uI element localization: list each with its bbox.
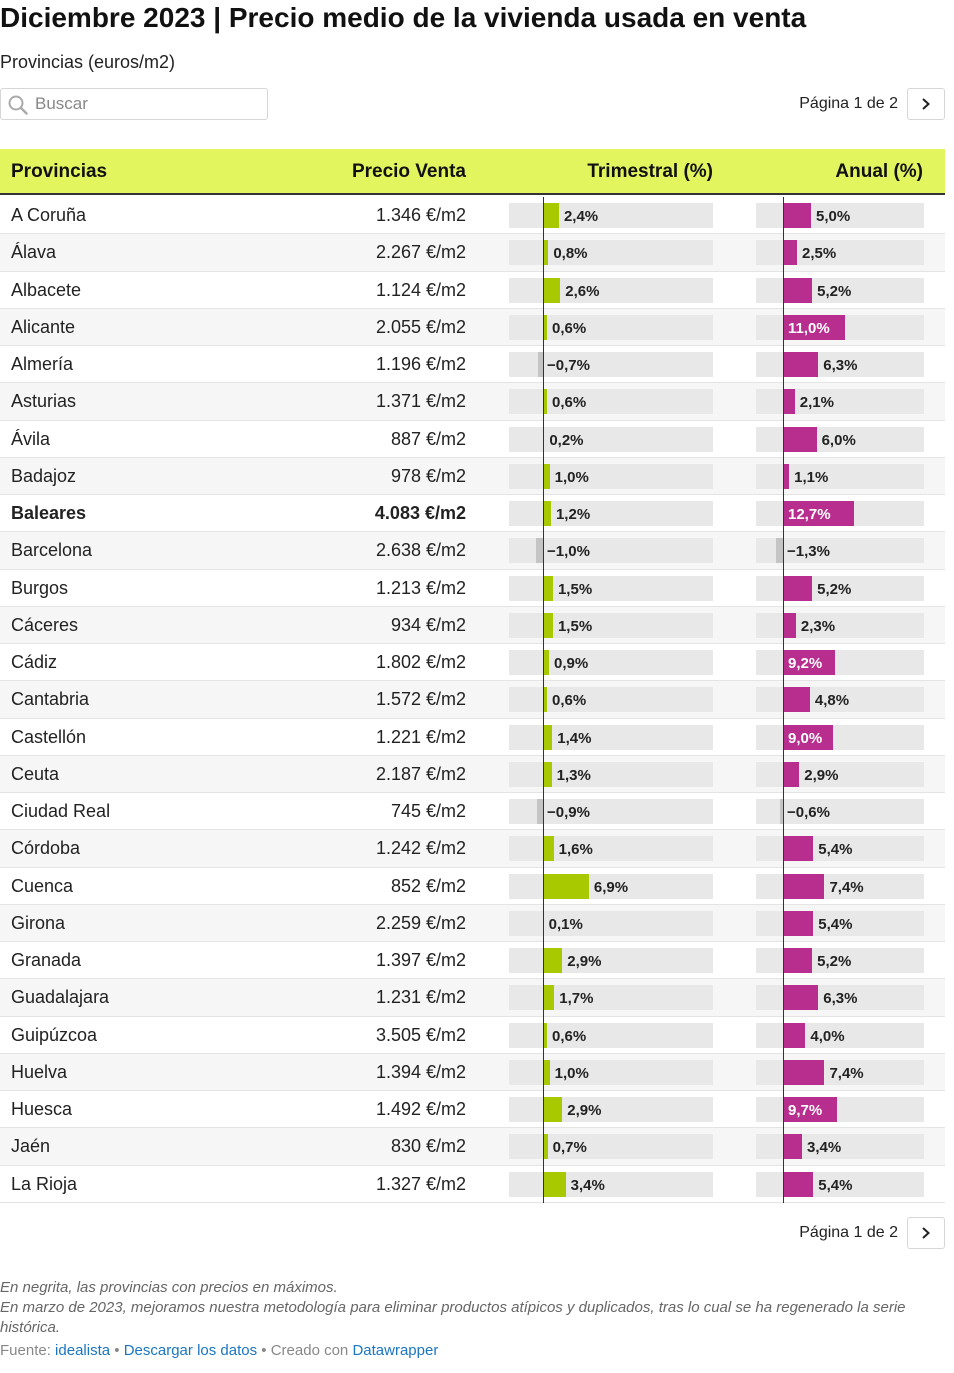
source-link[interactable]: idealista	[55, 1342, 111, 1359]
quarterly-value-label: 1,3%	[556, 766, 591, 784]
download-data-link[interactable]: Descargar los datos	[123, 1342, 258, 1359]
quarterly-value-label: 0,1%	[548, 915, 583, 933]
annual-value-label: 2,1%	[799, 394, 834, 412]
next-page-button[interactable]	[907, 88, 945, 120]
quarterly-value-label: 1,4%	[557, 729, 592, 747]
table-row	[0, 458, 945, 495]
quarterly-bar-track	[509, 948, 713, 973]
province-name: Girona	[11, 912, 66, 933]
quarterly-value-label: 1,0%	[554, 1064, 589, 1082]
quarterly-bar-track	[509, 389, 713, 414]
table-row	[0, 1054, 945, 1091]
annual-bar-track	[756, 687, 924, 712]
chevron-right-icon	[920, 1226, 932, 1240]
quarterly-bar-track	[509, 650, 713, 675]
quarterly-value-label: 1,0%	[554, 468, 589, 486]
quarterly-bar	[543, 1097, 562, 1122]
quarterly-value-label: 2,9%	[567, 953, 602, 970]
price-value: 2.267 €/m2	[375, 242, 466, 263]
quarterly-value-label: 3,4%	[570, 1176, 605, 1194]
province-name: A Coruña	[11, 205, 87, 225]
annual-bar	[783, 576, 812, 601]
province-name: Barcelona	[11, 540, 93, 561]
annual-bar	[783, 948, 812, 973]
quarterly-bar	[543, 985, 554, 1010]
table-row	[0, 1091, 945, 1128]
annual-bar-track	[756, 1023, 924, 1048]
annual-bar	[783, 613, 796, 638]
province-name: Cantabria	[11, 689, 90, 710]
annual-bar	[783, 911, 813, 936]
quarterly-bar-track	[509, 240, 713, 265]
quarterly-bar	[543, 948, 562, 973]
price-value: 1.124 €/m2	[375, 279, 466, 300]
column-header-price[interactable]: Precio Venta	[351, 161, 466, 182]
search-box[interactable]	[0, 88, 268, 120]
province-name: Almería	[11, 354, 74, 374]
price-value: 4.083 €/m2	[374, 503, 466, 523]
province-name: Alicante	[11, 316, 76, 337]
quarterly-bar-track	[509, 1172, 713, 1197]
annual-value-label: 3,4%	[807, 1139, 842, 1157]
annual-bar	[783, 1023, 805, 1048]
table-row	[0, 905, 945, 942]
quarterly-bar	[543, 613, 553, 638]
price-value: 1.492 €/m2	[375, 1099, 466, 1119]
province-name: Guipúzcoa	[11, 1024, 98, 1045]
annual-bar	[783, 874, 824, 899]
search-input[interactable]	[35, 93, 255, 115]
annual-bar-track	[756, 725, 924, 750]
province-name: Jaén	[11, 1136, 51, 1157]
annual-value-label: 5,0%	[816, 208, 851, 225]
separator: •	[114, 1342, 120, 1359]
table-row	[0, 868, 945, 905]
quarterly-value-label: 0,6%	[551, 319, 587, 337]
annual-bar	[783, 1060, 824, 1085]
price-value: 1.394 €/m2	[375, 1061, 466, 1082]
quarterly-value-label: 1,5%	[557, 580, 593, 598]
annual-bar-track	[756, 315, 924, 340]
table-row	[0, 1166, 945, 1203]
annual-value-label: −1,3%	[787, 543, 830, 561]
annual-value-label: 2,9%	[804, 766, 839, 784]
province-name: Cáceres	[11, 614, 79, 635]
annual-bar-track	[756, 352, 924, 377]
price-value: 2.187 €/m2	[375, 763, 466, 784]
quarterly-bar-track	[509, 464, 713, 489]
annual-value-label: 5,4%	[818, 841, 853, 859]
annual-value-label: 9,2%	[788, 655, 823, 672]
quarterly-bar-track	[509, 538, 713, 563]
chevron-right-icon	[920, 97, 932, 111]
annual-bar-track	[756, 576, 924, 601]
table-row	[0, 421, 945, 458]
annual-value-label: 4,8%	[814, 692, 850, 710]
table-row	[0, 532, 945, 569]
annual-value-label: 7,4%	[829, 878, 864, 896]
annual-value-label: 6,3%	[823, 357, 858, 374]
table-row	[0, 1128, 945, 1165]
table-row	[0, 756, 945, 793]
annual-value-label: 2,5%	[802, 245, 837, 263]
annual-bar	[783, 762, 799, 787]
quarterly-value-label: 2,9%	[567, 1102, 602, 1119]
quarterly-bar	[543, 874, 589, 899]
quarterly-bar-track	[509, 874, 713, 899]
quarterly-bar	[543, 501, 551, 526]
price-value: 887 €/m2	[390, 428, 466, 449]
annual-bar	[783, 985, 818, 1010]
quarterly-bar	[543, 725, 552, 750]
quarterly-value-label: 0,7%	[552, 1139, 587, 1157]
quarterly-value-label: 0,6%	[551, 1027, 587, 1045]
quarterly-bar-track	[509, 911, 713, 936]
table-row	[0, 644, 945, 681]
annual-bar	[783, 1172, 813, 1197]
annual-bar-track	[756, 1172, 924, 1197]
price-value: 1.397 €/m2	[375, 950, 466, 970]
price-value: 830 €/m2	[390, 1136, 466, 1157]
table-row	[0, 607, 945, 644]
province-name: Ciudad Real	[11, 801, 111, 821]
price-value: 1.213 €/m2	[375, 577, 466, 598]
quarterly-bar-track	[509, 576, 713, 601]
table-row	[0, 830, 945, 867]
quarterly-value-label: 0,8%	[553, 245, 588, 263]
province-name: Córdoba	[11, 838, 81, 859]
table-row	[0, 309, 945, 346]
table-row	[0, 272, 945, 309]
annual-bar-track	[756, 278, 924, 303]
annual-bar	[776, 538, 783, 563]
price-value: 934 €/m2	[390, 614, 466, 635]
annual-value-label: −0,6%	[787, 804, 830, 821]
annual-bar-track	[756, 613, 924, 638]
quarterly-bar-track	[509, 836, 713, 861]
annual-value-label: 4,0%	[810, 1027, 845, 1045]
province-name: Ávila	[11, 428, 51, 449]
created-with-label: Creado con	[270, 1342, 349, 1359]
price-value: 2.638 €/m2	[375, 540, 466, 561]
table-row	[0, 979, 945, 1016]
province-name: Álava	[11, 242, 57, 263]
quarterly-bar-track	[509, 725, 713, 750]
quarterly-bar-track	[509, 613, 713, 638]
annual-bar-track	[756, 464, 924, 489]
annual-bar-track	[756, 836, 924, 861]
page-indicator: Página 1 de 2	[799, 1224, 898, 1241]
quarterly-value-label: 2,4%	[563, 208, 599, 225]
chart-title: Diciembre 2023 | Precio medio de la vivienda usada en venta	[0, 2, 807, 33]
price-value: 1.572 €/m2	[375, 689, 466, 710]
quarterly-bar-track	[509, 501, 713, 526]
annual-bar	[783, 240, 797, 265]
next-page-button[interactable]	[907, 1217, 945, 1249]
quarterly-value-label: 0,6%	[551, 394, 587, 412]
annual-bar-track	[756, 538, 924, 563]
quarterly-bar-track	[509, 315, 713, 340]
price-value: 978 €/m2	[390, 465, 466, 486]
quarterly-value-label: 1,5%	[557, 617, 593, 635]
table-row	[0, 570, 945, 607]
quarterly-bar	[543, 836, 554, 861]
province-name: Guadalajara	[11, 987, 110, 1008]
quarterly-value-label: 0,2%	[549, 431, 584, 449]
table-row	[0, 942, 945, 979]
annual-value-label: 9,7%	[788, 1102, 823, 1119]
annual-bar-track	[756, 1134, 924, 1159]
price-value: 1.231 €/m2	[375, 987, 466, 1008]
quarterly-bar	[543, 762, 552, 787]
annual-bar-track	[756, 911, 924, 936]
province-name: Cádiz	[11, 652, 58, 672]
quarterly-bar-track	[509, 427, 713, 452]
annual-value-label: 11,0%	[788, 319, 830, 337]
annual-bar-track	[756, 650, 924, 675]
annual-value-label: 5,2%	[817, 580, 852, 598]
chart-subtitle: Provincias (euros/m2)	[0, 52, 176, 72]
quarterly-bar-track	[509, 762, 713, 787]
annual-bar-track	[756, 1060, 924, 1085]
quarterly-bar-track	[509, 985, 713, 1010]
province-name: Burgos	[11, 577, 69, 598]
province-name: Asturias	[11, 391, 77, 412]
annual-bar-track	[756, 389, 924, 414]
pagination-top	[799, 88, 945, 120]
annual-value-label: 5,2%	[817, 282, 852, 300]
quarterly-bar	[543, 203, 559, 228]
table-row	[0, 197, 945, 234]
annual-bar-track	[756, 501, 924, 526]
footnote: En negrita, las provincias con precios en máximos.	[0, 1279, 338, 1296]
pagination-bottom	[799, 1217, 945, 1249]
table-row	[0, 681, 945, 718]
annual-bar-track	[756, 427, 924, 452]
annual-value-label: 12,7%	[788, 506, 831, 523]
annual-bar-track	[756, 203, 924, 228]
quarterly-value-label: 0,9%	[553, 655, 589, 672]
province-name: Badajoz	[11, 465, 77, 486]
annual-value-label: 2,3%	[800, 617, 836, 635]
price-value: 852 €/m2	[390, 875, 466, 896]
annual-bar	[783, 687, 810, 712]
annual-bar	[783, 389, 795, 414]
province-name: Huesca	[11, 1099, 73, 1119]
footnotes	[0, 1278, 940, 1338]
source-line	[0, 1342, 438, 1359]
quarterly-bar-track	[509, 278, 713, 303]
quarterly-bar	[543, 278, 560, 303]
province-name: Granada	[11, 950, 82, 970]
annual-bar-track	[756, 948, 924, 973]
quarterly-value-label: 1,6%	[558, 841, 593, 859]
quarterly-bar-track	[509, 203, 713, 228]
price-value: 3.505 €/m2	[375, 1024, 466, 1045]
province-name: La Rioja	[11, 1173, 78, 1194]
column-header-province[interactable]: Provincias	[11, 161, 108, 182]
table-row	[0, 793, 945, 830]
quarterly-zero-axis	[543, 197, 544, 1203]
price-value: 1.327 €/m2	[375, 1173, 466, 1194]
quarterly-value-label: −0,7%	[547, 357, 590, 374]
footnote: En marzo de 2023, mejoramos nuestra metodología para eliminar productos atípicos y duplicados, tras lo cual se ha regenerado la serie histórica.	[0, 1299, 906, 1336]
table-row	[0, 495, 945, 532]
province-name: Ceuta	[11, 763, 60, 784]
quarterly-value-label: 0,6%	[551, 692, 587, 710]
quarterly-bar-track	[509, 1060, 713, 1085]
price-value: 745 €/m2	[390, 801, 466, 821]
price-value: 1.242 €/m2	[375, 838, 466, 859]
province-name: Baleares	[11, 503, 87, 523]
annual-bar	[783, 836, 813, 861]
annual-zero-axis	[783, 197, 784, 1203]
annual-value-label: 6,3%	[823, 990, 858, 1008]
quarterly-value-label: 6,9%	[593, 878, 629, 896]
search-icon	[7, 94, 29, 116]
annual-value-label: 5,4%	[818, 1176, 853, 1194]
province-name: Huelva	[11, 1061, 68, 1082]
quarterly-bar-track	[509, 799, 713, 824]
column-header-quarterly[interactable]: Trimestral (%)	[587, 161, 713, 182]
annual-value-label: 5,2%	[817, 953, 852, 970]
datawrapper-link[interactable]: Datawrapper	[352, 1342, 439, 1359]
quarterly-bar-track	[509, 1097, 713, 1122]
province-name: Albacete	[11, 279, 82, 300]
annual-bar	[783, 203, 811, 228]
table-row	[0, 1017, 945, 1054]
price-value: 1.802 €/m2	[375, 652, 466, 672]
table-row	[0, 383, 945, 420]
quarterly-bar-track	[509, 687, 713, 712]
price-value: 1.221 €/m2	[375, 726, 466, 747]
column-header-annual[interactable]: Anual (%)	[835, 161, 923, 182]
annual-bar	[783, 278, 812, 303]
annual-bar-track	[756, 874, 924, 899]
annual-value-label: 5,4%	[818, 915, 853, 933]
annual-value-label: 6,0%	[821, 431, 856, 449]
quarterly-value-label: 2,6%	[565, 282, 600, 300]
annual-bar-track	[756, 799, 924, 824]
quarterly-value-label: −1,0%	[547, 543, 590, 561]
quarterly-value-label: −0,9%	[547, 804, 590, 821]
quarterly-bar	[536, 538, 543, 563]
quarterly-bar	[543, 1172, 566, 1197]
annual-bar-track	[756, 762, 924, 787]
quarterly-value-label: 1,7%	[559, 990, 594, 1008]
annual-bar	[783, 1134, 802, 1159]
table-row	[0, 346, 945, 383]
price-value: 1.346 €/m2	[375, 205, 466, 225]
annual-value-label: 7,4%	[829, 1064, 864, 1082]
quarterly-bar-track	[509, 1023, 713, 1048]
table-header	[0, 149, 945, 195]
annual-bar	[783, 427, 817, 452]
annual-value-label: 1,1%	[794, 468, 829, 486]
table-body	[0, 197, 945, 1203]
price-value: 1.196 €/m2	[375, 354, 466, 374]
province-name: Cuenca	[11, 875, 74, 896]
table-row	[0, 234, 945, 271]
price-value: 1.371 €/m2	[375, 391, 466, 412]
quarterly-bar-track	[509, 1134, 713, 1159]
price-value: 2.055 €/m2	[375, 316, 466, 337]
source-label: Fuente:	[0, 1342, 51, 1359]
price-value: 2.259 €/m2	[375, 912, 466, 933]
annual-bar-track	[756, 985, 924, 1010]
quarterly-bar	[543, 576, 553, 601]
annual-bar-track	[756, 240, 924, 265]
quarterly-bar-track	[509, 352, 713, 377]
annual-value-label: 9,0%	[788, 729, 823, 747]
annual-bar-track	[756, 1097, 924, 1122]
table-row	[0, 719, 945, 756]
separator: •	[261, 1342, 267, 1359]
province-name: Castellón	[11, 726, 87, 747]
page-indicator: Página 1 de 2	[799, 95, 898, 112]
quarterly-value-label: 1,2%	[555, 506, 591, 523]
annual-bar	[783, 352, 818, 377]
